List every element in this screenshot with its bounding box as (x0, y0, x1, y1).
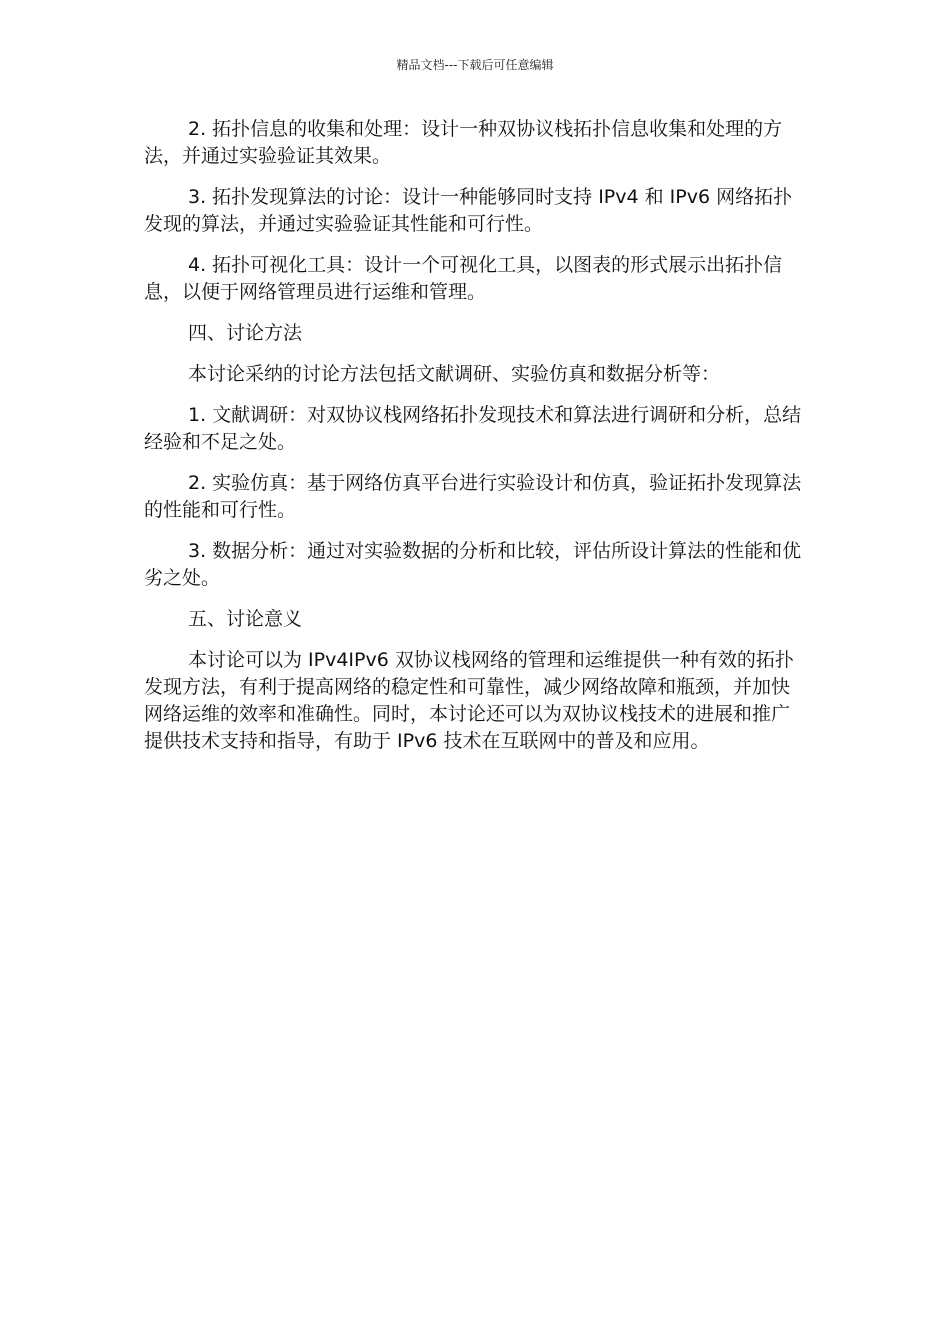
section-heading-significance: 五、讨论意义 (188, 608, 303, 630)
section-heading-methods: 四、讨论方法 (188, 322, 303, 344)
significance-paragraph: 本讨论可以为 IPv4IPv6 双协议栈网络的管理和运维提供一种有效的拓扑发现方法，有利于提高网络的稳定性和可靠性，减少网络故障和瓶颈，并加快网络运维的效率和准确性。同时，本讨论还可以为双协议栈技术的进展和推广提供技术支持和指导，有助于 IPv6 技术在互联网中的普及和应用。 (144, 649, 794, 752)
list-item-literature-review: 1. 文献调研：对双协议栈网络拓扑发现技术和算法进行调研和分析，总结经验和不足之处。 (144, 404, 802, 453)
page-header: 精品文档---下载后可任意编辑 (396, 58, 554, 72)
list-item-visualization-tool: 4. 拓扑可视化工具：设计一个可视化工具，以图表的形式展示出拓扑信息，以便于网络管理员进行运维和管理。 (144, 254, 783, 303)
methods-intro: 本讨论采纳的讨论方法包括文献调研、实验仿真和数据分析等： (188, 363, 721, 385)
list-item-topology-collection: 2. 拓扑信息的收集和处理：设计一种双协议栈拓扑信息收集和处理的方法，并通过实验验证其效果。 (144, 118, 783, 167)
document-body (144, 116, 808, 769)
list-item-data-analysis: 3. 数据分析：通过对实验数据的分析和比较，评估所设计算法的性能和优劣之处。 (144, 540, 802, 589)
list-item-discovery-algorithm: 3. 拓扑发现算法的讨论：设计一种能够同时支持 IPv4 和 IPv6 网络拓扑发现的算法，并通过实验验证其性能和可行性。 (144, 186, 793, 235)
list-item-simulation: 2. 实验仿真：基于网络仿真平台进行实验设计和仿真，验证拓扑发现算法的性能和可行性。 (144, 472, 802, 521)
